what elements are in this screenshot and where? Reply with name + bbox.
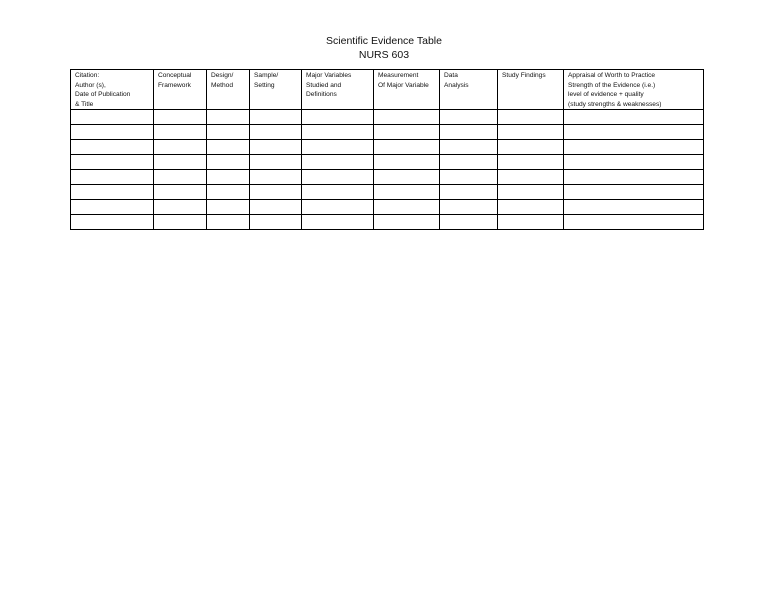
table-row	[71, 185, 704, 200]
table-row	[71, 200, 704, 215]
table-cell[interactable]	[250, 155, 302, 170]
table-cell[interactable]	[374, 155, 440, 170]
table-row	[71, 170, 704, 185]
table-cell[interactable]	[564, 155, 704, 170]
table-cell[interactable]	[302, 140, 374, 155]
header-row	[71, 70, 704, 110]
document-title: Scientific Evidence Table	[326, 35, 442, 47]
table-cell[interactable]	[71, 185, 154, 200]
table-cell[interactable]	[154, 155, 207, 170]
table-cell[interactable]	[374, 125, 440, 140]
table-cell[interactable]	[250, 125, 302, 140]
table-cell[interactable]	[71, 140, 154, 155]
table-cell[interactable]	[154, 170, 207, 185]
table-cell[interactable]	[498, 170, 564, 185]
table-cell[interactable]	[154, 110, 207, 125]
table-cell[interactable]	[498, 140, 564, 155]
table-cell[interactable]	[302, 155, 374, 170]
table-cell[interactable]	[498, 185, 564, 200]
table-cell[interactable]	[498, 125, 564, 140]
table-cell[interactable]	[374, 185, 440, 200]
table-cell[interactable]	[440, 155, 498, 170]
table-cell[interactable]	[154, 125, 207, 140]
column-header-conceptual-framework: Conceptual Framework	[154, 70, 207, 110]
table-cell[interactable]	[440, 215, 498, 230]
table-cell[interactable]	[207, 200, 250, 215]
table-cell[interactable]	[154, 200, 207, 215]
table-cell[interactable]	[71, 155, 154, 170]
column-header-citation: Citation: Author (s), Date of Publication & Title	[71, 70, 154, 110]
table-cell[interactable]	[564, 110, 704, 125]
table-cell[interactable]	[250, 200, 302, 215]
table-cell[interactable]	[440, 110, 498, 125]
document-header	[0, 34, 768, 62]
table-cell[interactable]	[374, 215, 440, 230]
table-cell[interactable]	[498, 200, 564, 215]
table-row	[71, 140, 704, 155]
table-cell[interactable]	[440, 200, 498, 215]
table-cell[interactable]	[207, 215, 250, 230]
table-cell[interactable]	[154, 140, 207, 155]
table-cell[interactable]	[564, 215, 704, 230]
table-cell[interactable]	[207, 140, 250, 155]
table-cell[interactable]	[71, 215, 154, 230]
table-cell[interactable]	[71, 170, 154, 185]
table-cell[interactable]	[302, 125, 374, 140]
table-cell[interactable]	[440, 125, 498, 140]
column-header-study-findings: Study Findings	[498, 70, 564, 110]
table-cell[interactable]	[564, 125, 704, 140]
column-header-data-analysis: Data Analysis	[440, 70, 498, 110]
table-cell[interactable]	[302, 110, 374, 125]
column-header-major-variables: Major Variables Studied and Definitions	[302, 70, 374, 110]
table-cell[interactable]	[564, 140, 704, 155]
table-cell[interactable]	[71, 125, 154, 140]
table-cell[interactable]	[564, 170, 704, 185]
table-cell[interactable]	[207, 185, 250, 200]
table-cell[interactable]	[440, 185, 498, 200]
table-cell[interactable]	[374, 140, 440, 155]
table-cell[interactable]	[250, 215, 302, 230]
column-header-sample-setting: Sample/ Setting	[250, 70, 302, 110]
table-cell[interactable]	[498, 155, 564, 170]
table-cell[interactable]	[250, 140, 302, 155]
table-cell[interactable]	[154, 185, 207, 200]
evidence-table	[70, 69, 704, 230]
table-cell[interactable]	[302, 200, 374, 215]
table-row	[71, 155, 704, 170]
table-cell[interactable]	[440, 140, 498, 155]
column-header-measurement: Measurement Of Major Variable	[374, 70, 440, 110]
table-cell[interactable]	[498, 110, 564, 125]
course-code: NURS 603	[358, 49, 410, 61]
table-cell[interactable]	[207, 170, 250, 185]
table-cell[interactable]	[302, 185, 374, 200]
table-cell[interactable]	[374, 170, 440, 185]
table-cell[interactable]	[250, 185, 302, 200]
table-cell[interactable]	[71, 200, 154, 215]
table-cell[interactable]	[498, 215, 564, 230]
table-cell[interactable]	[250, 110, 302, 125]
column-header-appraisal: Appraisal of Worth to Practice Strength of the Evidence (i.e.) level of evidence + quality (study strengths & weaknesses)	[564, 70, 704, 110]
table-cell[interactable]	[564, 200, 704, 215]
table-cell[interactable]	[207, 110, 250, 125]
table-cell[interactable]	[207, 125, 250, 140]
table-row	[71, 125, 704, 140]
table-row	[71, 215, 704, 230]
table-row	[71, 110, 704, 125]
table-cell[interactable]	[302, 170, 374, 185]
table-cell[interactable]	[302, 215, 374, 230]
table-cell[interactable]	[71, 110, 154, 125]
table-cell[interactable]	[207, 155, 250, 170]
table-body	[71, 110, 704, 230]
column-header-design-method: Design/ Method	[207, 70, 250, 110]
table-cell[interactable]	[250, 170, 302, 185]
table-cell[interactable]	[374, 110, 440, 125]
table-cell[interactable]	[154, 215, 207, 230]
table-cell[interactable]	[564, 185, 704, 200]
table-cell[interactable]	[440, 170, 498, 185]
table-cell[interactable]	[374, 200, 440, 215]
